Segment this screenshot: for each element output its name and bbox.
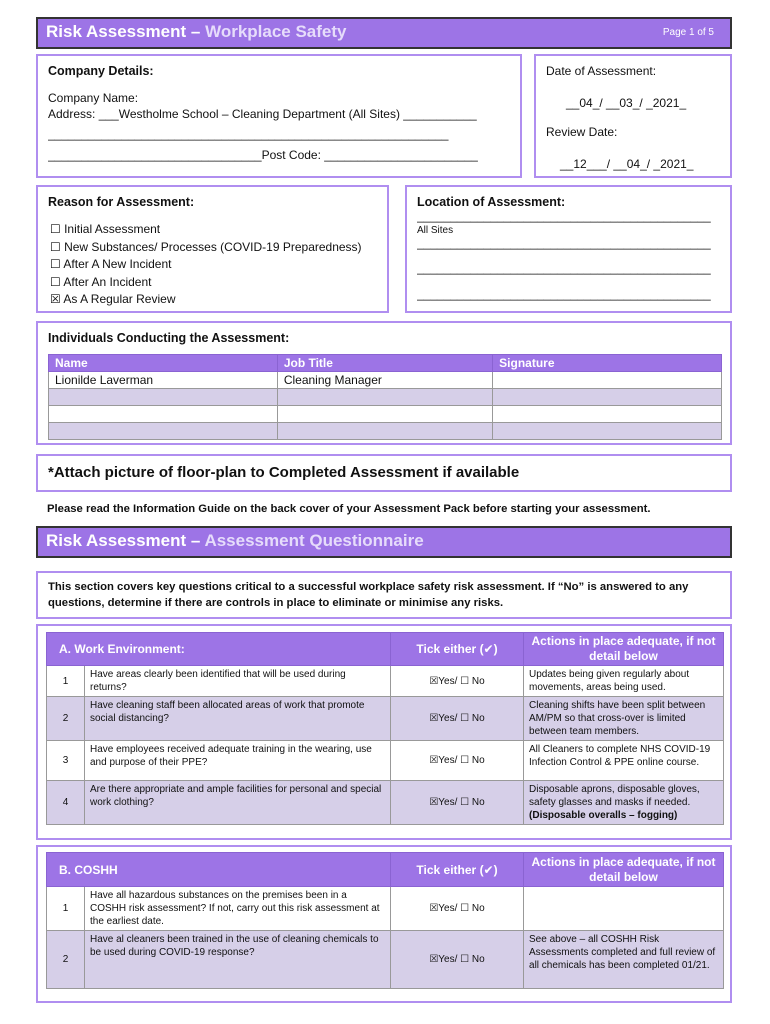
row-number: 4 bbox=[47, 781, 85, 825]
row-number: 1 bbox=[47, 887, 85, 931]
row-number: 1 bbox=[47, 666, 85, 697]
question-text: Are there appropriate and ample facilities for personal and special work clothing? bbox=[85, 781, 391, 825]
action-text-bold: (Disposable overalls – fogging) bbox=[529, 810, 678, 821]
coshh-table bbox=[46, 852, 724, 989]
question-text: Have cleaning staff been allocated areas of work that promote social distancing? bbox=[85, 697, 391, 741]
table-row bbox=[47, 781, 724, 825]
individual-signature[interactable] bbox=[493, 406, 722, 423]
coshh-box bbox=[36, 845, 732, 1003]
reason-box bbox=[36, 185, 389, 313]
individual-signature[interactable] bbox=[493, 423, 722, 440]
individual-name[interactable] bbox=[49, 389, 278, 406]
table-row bbox=[49, 406, 722, 423]
reason-incident-checkbox[interactable]: ☐ After An Incident bbox=[50, 274, 152, 289]
individuals-box bbox=[36, 321, 732, 445]
table-row bbox=[47, 741, 724, 781]
col-name-header: Name bbox=[49, 355, 278, 372]
reason-regular-review-checkbox[interactable]: ☒ As A Regular Review bbox=[50, 292, 176, 306]
row-number: 2 bbox=[47, 931, 85, 989]
info-note: Please read the Information Guide on the back cover of your Assessment Pack before starting your assessment. bbox=[47, 503, 651, 515]
yes-no-tick[interactable]: ☒Yes/ ☐ No bbox=[391, 931, 524, 989]
date-of-assessment-label: Date of Assessment: bbox=[546, 64, 657, 78]
reason-list bbox=[50, 221, 362, 309]
review-date-label: Review Date: bbox=[546, 125, 618, 139]
tick-heading: Tick either (✔) bbox=[391, 633, 524, 666]
question-text: Have employees received adequate training in the wearing, use and purpose of their PPE? bbox=[85, 741, 391, 781]
table-row bbox=[49, 389, 722, 406]
col-signature-header: Signature bbox=[493, 355, 722, 372]
coshh-heading: B. COSHH bbox=[47, 853, 391, 887]
header-banner bbox=[36, 17, 732, 49]
individuals-heading: Individuals Conducting the Assessment: bbox=[48, 331, 290, 345]
questionnaire-intro: This section covers key questions critical to a successful workplace safety risk assessment. If “No” is answered to any questions, determine if there are controls in place to eliminate or minimise any risks. bbox=[48, 581, 689, 609]
work-environment-table bbox=[46, 632, 724, 825]
col-job-title-header: Job Title bbox=[277, 355, 492, 372]
location-heading: Location of Assessment: bbox=[417, 195, 566, 209]
individuals-table-wrap bbox=[48, 354, 722, 440]
yes-no-tick[interactable]: ☒Yes/ ☐ No bbox=[391, 781, 524, 825]
page-number: Page 1 of 5 bbox=[662, 27, 714, 38]
date-of-assessment-value: __04_/ __03_/ _2021_ bbox=[566, 96, 687, 110]
work-environment-table-wrap bbox=[46, 632, 724, 825]
work-environment-box bbox=[36, 624, 732, 840]
company-name-label: Company Name: bbox=[48, 91, 139, 105]
question-text: Have al cleaners been trained in the use of cleaning chemicals to be used during COVID-19 response? bbox=[85, 931, 391, 989]
attach-note-box bbox=[36, 454, 732, 492]
work-environment-heading: A. Work Environment: bbox=[47, 633, 391, 666]
location-line4: ____________________________________________ bbox=[417, 287, 711, 301]
row-number: 2 bbox=[47, 697, 85, 741]
attach-note: *Attach picture of floor-plan to Completed Assessment if available bbox=[48, 464, 520, 481]
table-row bbox=[47, 931, 724, 989]
questionnaire-banner bbox=[36, 526, 732, 558]
yes-no-tick[interactable]: ☒Yes/ ☐ No bbox=[391, 887, 524, 931]
action-text[interactable]: All Cleaners to complete NHS COVID-19 Infection Control & PPE online course. bbox=[524, 741, 724, 781]
question-text: Have all hazardous substances on the premises been in a COSHH risk assessment? If not, carry out this risk assessment at the earliest date. bbox=[85, 887, 391, 931]
reason-new-incident-checkbox[interactable]: ☐ After A New Incident bbox=[50, 257, 172, 271]
individual-name[interactable] bbox=[49, 423, 278, 440]
company-details-heading: Company Details: bbox=[48, 64, 154, 78]
table-row bbox=[49, 423, 722, 440]
yes-no-tick[interactable]: ☒Yes/ ☐ No bbox=[391, 741, 524, 781]
individual-job-title[interactable] bbox=[277, 423, 492, 440]
coshh-table-wrap bbox=[46, 852, 724, 989]
location-line2: ____________________________________________ bbox=[417, 236, 711, 250]
individual-job-title[interactable] bbox=[277, 406, 492, 423]
yes-no-tick[interactable]: ☒Yes/ ☐ No bbox=[391, 697, 524, 741]
company-details-box bbox=[36, 54, 522, 178]
individual-signature[interactable] bbox=[493, 389, 722, 406]
table-row bbox=[47, 666, 724, 697]
action-text[interactable]: Updates being given regularly about movements, areas being used. bbox=[524, 666, 724, 697]
yes-no-tick[interactable]: ☒Yes/ ☐ No bbox=[391, 666, 524, 697]
action-text-line: Disposable aprons, disposable gloves, safety glasses and masks if needed. bbox=[529, 784, 700, 808]
individual-signature[interactable] bbox=[493, 372, 722, 389]
actions-heading: Actions in place adequate, if not detail below bbox=[524, 633, 724, 666]
table-row bbox=[47, 887, 724, 931]
review-date-value: __12___/ __04_/ _2021_ bbox=[560, 157, 694, 171]
individual-name[interactable] bbox=[49, 406, 278, 423]
action-text[interactable]: Cleaning shifts have been split between AM/PM so that cross-over is limited between team members. bbox=[524, 697, 724, 741]
page-title: Risk Assessment – Workplace Safety bbox=[46, 22, 347, 41]
company-address-line2: ____________________________________________________________ bbox=[48, 127, 449, 141]
action-text[interactable] bbox=[524, 781, 724, 825]
location-line3: ____________________________________________ bbox=[417, 261, 711, 275]
questionnaire-title: Risk Assessment – Assessment Questionnaire bbox=[46, 531, 424, 550]
table-row bbox=[47, 697, 724, 741]
reason-initial-checkbox[interactable]: ☐ Initial Assessment bbox=[50, 222, 161, 236]
company-address: Address: ___Westholme School – Cleaning Department (All Sites) ___________ bbox=[48, 107, 477, 121]
location-line1: ____________________________________________ bbox=[417, 209, 711, 223]
reason-heading: Reason for Assessment: bbox=[48, 195, 195, 209]
location-value: All Sites bbox=[417, 225, 454, 236]
question-text: Have areas clearly been identified that will be used during returns? bbox=[85, 666, 391, 697]
individuals-table bbox=[48, 354, 722, 440]
individual-name[interactable]: Lionilde Laverman bbox=[49, 372, 278, 389]
individual-job-title[interactable] bbox=[277, 389, 492, 406]
dates-box bbox=[534, 54, 732, 178]
table-row bbox=[49, 372, 722, 389]
questionnaire-intro-box bbox=[36, 571, 732, 619]
tick-heading: Tick either (✔) bbox=[391, 853, 524, 887]
company-postcode: ________________________________Post Code: _______________________ bbox=[48, 148, 478, 162]
action-text[interactable] bbox=[524, 887, 724, 931]
row-number: 3 bbox=[47, 741, 85, 781]
actions-heading: Actions in place adequate, if not detail below bbox=[524, 853, 724, 887]
individual-job-title[interactable]: Cleaning Manager bbox=[277, 372, 492, 389]
action-text[interactable]: See above – all COSHH Risk Assessments completed and full review of all chemicals has been completed 01/21. bbox=[524, 931, 724, 989]
reason-new-substances-checkbox[interactable]: ☐ New Substances/ Processes (COVID-19 Preparedness) bbox=[50, 239, 362, 254]
location-box bbox=[405, 185, 732, 313]
